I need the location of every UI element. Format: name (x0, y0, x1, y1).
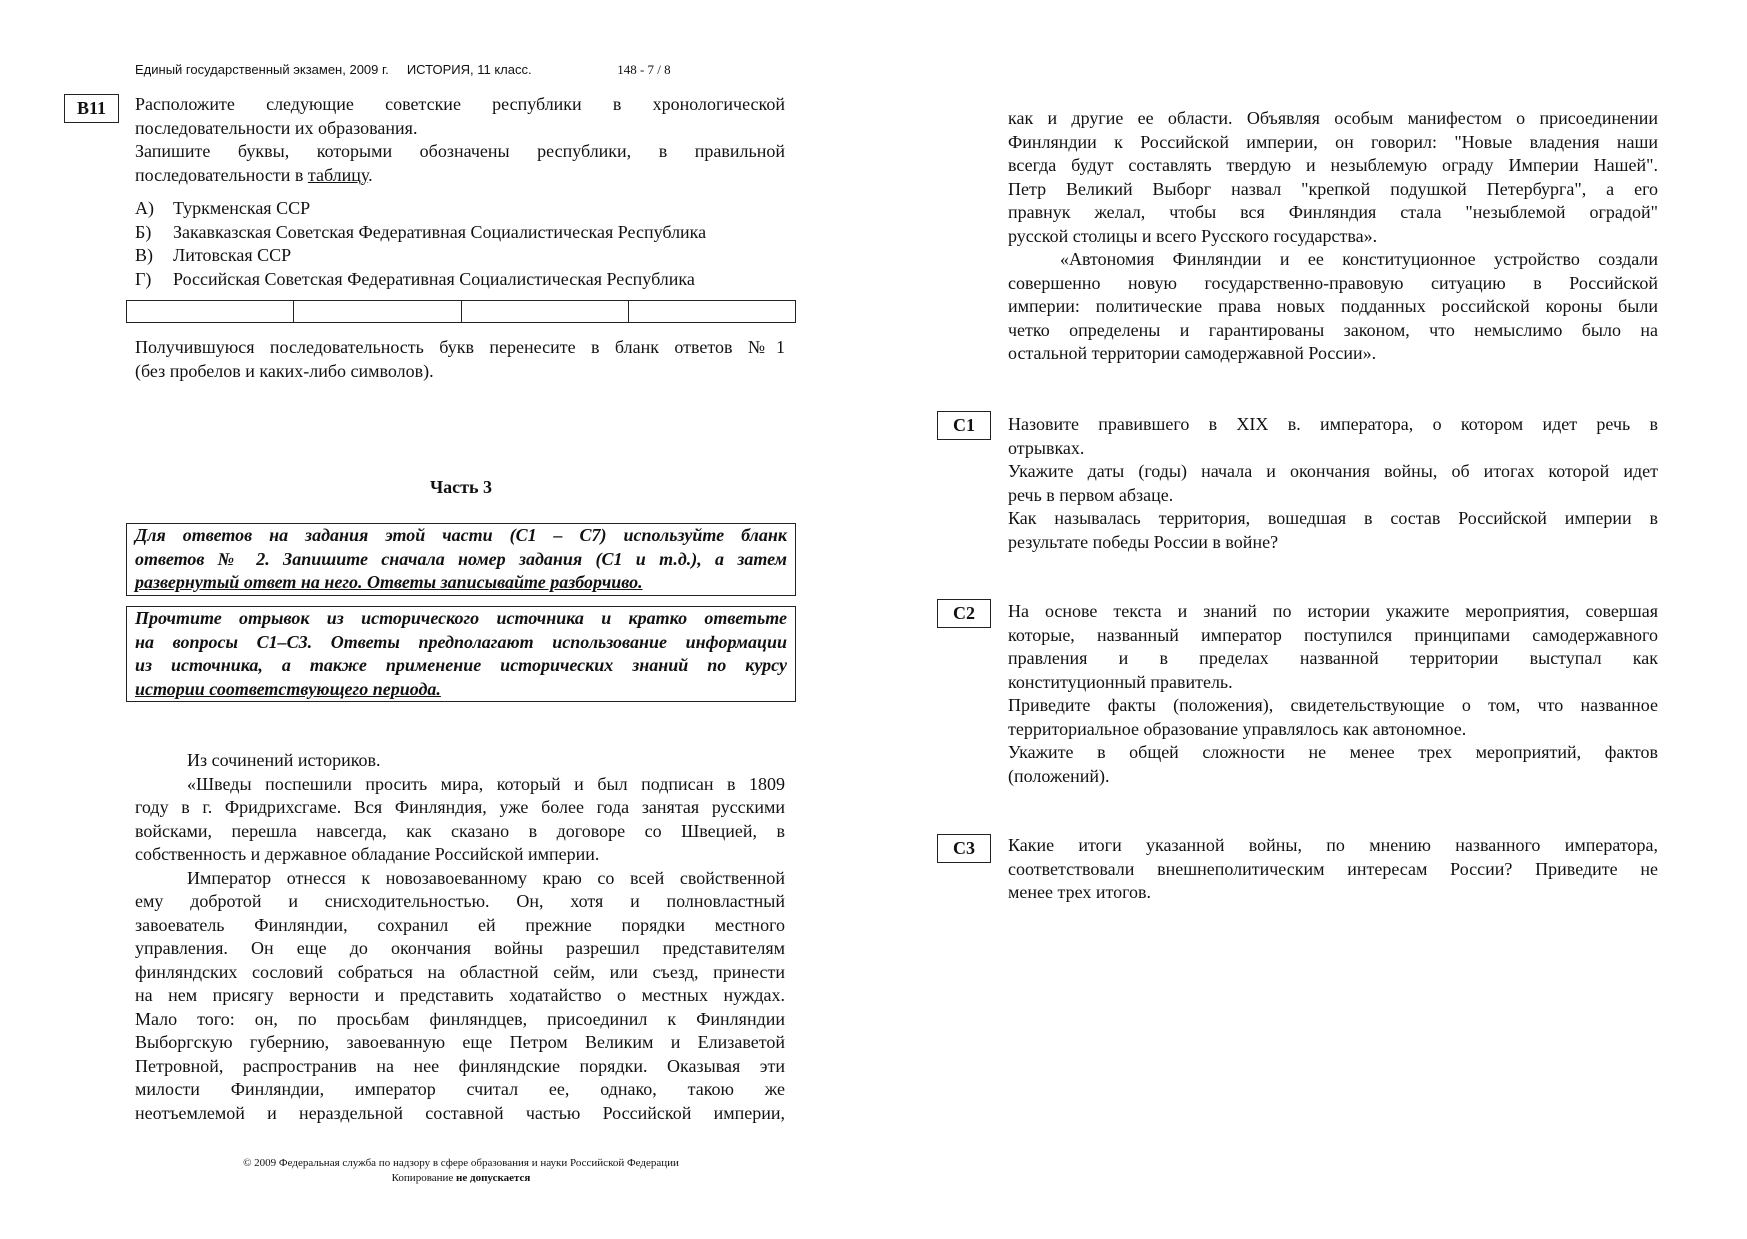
task-label-b11: B11 (64, 94, 119, 123)
source-text-right (1008, 107, 1658, 366)
page-footer (126, 1156, 796, 1186)
text-line: из источника, а также применение исторических знаний по курсу (135, 655, 787, 675)
text-line: конституционный правитель. (1008, 671, 1233, 692)
text-line: завоеватель Финляндии, сохранил ей прежние порядки местного (135, 914, 785, 935)
text-line: империи: политические права новых подданных российской короны были (1008, 296, 1658, 316)
answer-cell[interactable] (294, 301, 461, 323)
text-line: ответов № 2. Запишите сначала номер задания (С1 и т.д.), а затем (135, 548, 787, 569)
text-line: неотъемлемой и нераздельной составной частью Российской империи, (135, 1102, 785, 1123)
text-line: Финляндии к Российской империи, он говорил: "Новые владения наши (1008, 131, 1658, 152)
text-line: четко определены и гарантированы законом, что немыслимо было на (1008, 319, 1658, 340)
copyright-line: © 2009 Федеральная служба по надзору в сфере образования и науки Российской Федерации (243, 1157, 679, 1169)
text-line: Получившуюся последовательность букв перенесите в бланк ответов №1 (135, 337, 785, 357)
text-line: на вопросы С1–С3. Ответы предполагают использование информации (135, 631, 787, 652)
text-line: совершенно новую государственно-правовую ситуацию в Российской (1008, 272, 1658, 293)
text-line: Прочтите отрывок из исторического источника и кратко ответьте (135, 608, 787, 628)
b11-transfer-note (135, 336, 785, 383)
task-label-c2: C2 (937, 599, 991, 628)
option-item: Г) Российская Советская Федеративная Социалистическая Республика (135, 268, 695, 289)
copy-notice: Копирование не допускается (391, 1172, 531, 1184)
page-number: 148 - 7 / 8 (617, 62, 671, 77)
c3-question (1008, 834, 1658, 905)
text-line: менее трех итогов. (1008, 882, 1152, 902)
text-line: собственность и державное обладание Российской империи. (135, 844, 600, 864)
text-line: развернутый ответ на него. Ответы записывайте разборчиво. (135, 572, 643, 592)
text-line: «Автономия Финляндии и ее конституционное устройство создали (1060, 249, 1658, 269)
text-line: году в г. Фридрихсгаме. Вся Финляндия, уже более года занятая русскими (135, 797, 785, 817)
text-line: Укажите в общей сложности не менее трех мероприятий, фактов (1008, 742, 1658, 762)
task-label-c3: C3 (937, 834, 991, 863)
text-line: Запишите буквы, которыми обозначены республики, в правильной (135, 141, 785, 161)
text-line: правнук желал, чтобы вся Финляндия стала "незыблемой оградой" (1008, 202, 1658, 222)
b11-instruction (135, 93, 785, 187)
text-line: (положений). (1008, 765, 1110, 786)
answer-cell[interactable] (628, 301, 795, 323)
text-line: всегда будут составлять твердую и незыблемую ограду Империи Нашей". (1008, 155, 1658, 175)
c1-question (1008, 413, 1658, 554)
answer-cell[interactable] (461, 301, 628, 323)
text-line: территориальное образование управлялось как автономное. (1008, 718, 1467, 739)
text-line: результате победы России в войне? (1008, 531, 1279, 552)
subject-title: ИСТОРИЯ, 11 класс. (406, 62, 532, 77)
text-line: (без пробелов и каких-либо символов). (135, 360, 434, 381)
task-label-c1: C1 (937, 411, 991, 440)
option-item: А) Туркменская ССР (135, 198, 311, 218)
text-line: ему добротой и снисходительностью. Он, хотя и полновластный (135, 891, 785, 911)
source-intro: Из сочинений историков. (187, 750, 381, 770)
text-line: Петровной, распространив на нее финляндские порядки. Оказывая эти (135, 1055, 785, 1076)
part3-instruction-box (126, 523, 796, 596)
answer-cell[interactable] (127, 301, 294, 323)
text-line: отрывках. (1008, 437, 1085, 458)
text-line: речь в первом абзаце. (1008, 484, 1174, 505)
text-line: На основе текста и знаний по истории укажите мероприятия, совершая (1008, 601, 1658, 621)
text-line: последовательности их образования. (135, 117, 418, 138)
exam-title: Единый государственный экзамен, 2009 г. (135, 62, 389, 77)
option-item: Б) Закавказская Советская Федеративная Социалистическая Республика (135, 221, 707, 242)
text-line: Назовите правившего в XIX в. императора, о котором идет речь в (1008, 414, 1658, 434)
text-line: милости Финляндии, император считал ее, однако, такою же (135, 1079, 785, 1099)
text-line: финляндских сословий собраться на областной сейм, или съезд, принести (135, 961, 785, 982)
text-line: как и другие ее области. Объявляя особым манифестом о присоединении (1008, 108, 1658, 128)
option-item: В) Литовская ССР (135, 245, 292, 265)
text-line: управления. Он еще до окончания войны разрешил представителям (135, 938, 785, 958)
text-line: «Шведы поспешили просить мира, который и был подписан в 1809 (187, 773, 785, 794)
text-line: правления и в пределах названной территории выступал как (1008, 648, 1658, 668)
table-link[interactable]: таблицу (307, 164, 369, 185)
text-line: последовательности в таблицу. (135, 164, 373, 185)
text-line: Для ответов на задания этой части (С1 – С7) используйте бланк (135, 525, 787, 545)
page-header (135, 62, 671, 78)
text-line: Выборгскую губернию, завоеванную еще Петром Великим и Елизаветой (135, 1032, 785, 1052)
text-line: Укажите даты (годы) начала и окончания войны, об итогах которой идет (1008, 461, 1658, 481)
answer-table (126, 300, 796, 323)
text-line: Какие итоги указанной войны, по мнению названного императора, (1008, 835, 1658, 855)
text-line: которые, названный император поступился принципами самодержавного (1008, 624, 1658, 645)
text-line: Приведите факты (положения), свидетельствующие о том, что названное (1008, 695, 1658, 715)
text-line: остальной территории самодержавной России». (1008, 343, 1377, 363)
source-text-left (135, 749, 785, 1125)
text-line: истории соответствующего периода. (135, 678, 441, 699)
text-line: Мало того: он, по просьбам финляндцев, присоединил к Финляндии (135, 1008, 785, 1029)
text-line: войсками, перешла навсегда, как сказано в договоре со Швецией, в (135, 820, 785, 841)
text-line: русской столицы и всего Русского государства». (1008, 225, 1378, 246)
c2-question (1008, 600, 1658, 788)
b11-options (135, 197, 706, 291)
text-line: Как называлась территория, вошедшая в состав Российской империи в (1008, 508, 1658, 528)
text-line: соответствовали внешнеполитическим интересам России? Приведите не (1008, 858, 1658, 879)
part3-title: Часть 3 (429, 477, 493, 497)
text-line: Расположите следующие советские республики в хронологической (135, 94, 785, 114)
text-line: Петр Великий Выборг назвал "крепкой подушкой Петербурга", а его (1008, 178, 1658, 199)
text-line: на нем присягу верности и представить ходатайство о местных нуждах. (135, 985, 785, 1005)
text-line: Император отнесся к новозавоеванному краю со всей свойственной (187, 867, 785, 888)
source-instruction-box (126, 606, 796, 702)
